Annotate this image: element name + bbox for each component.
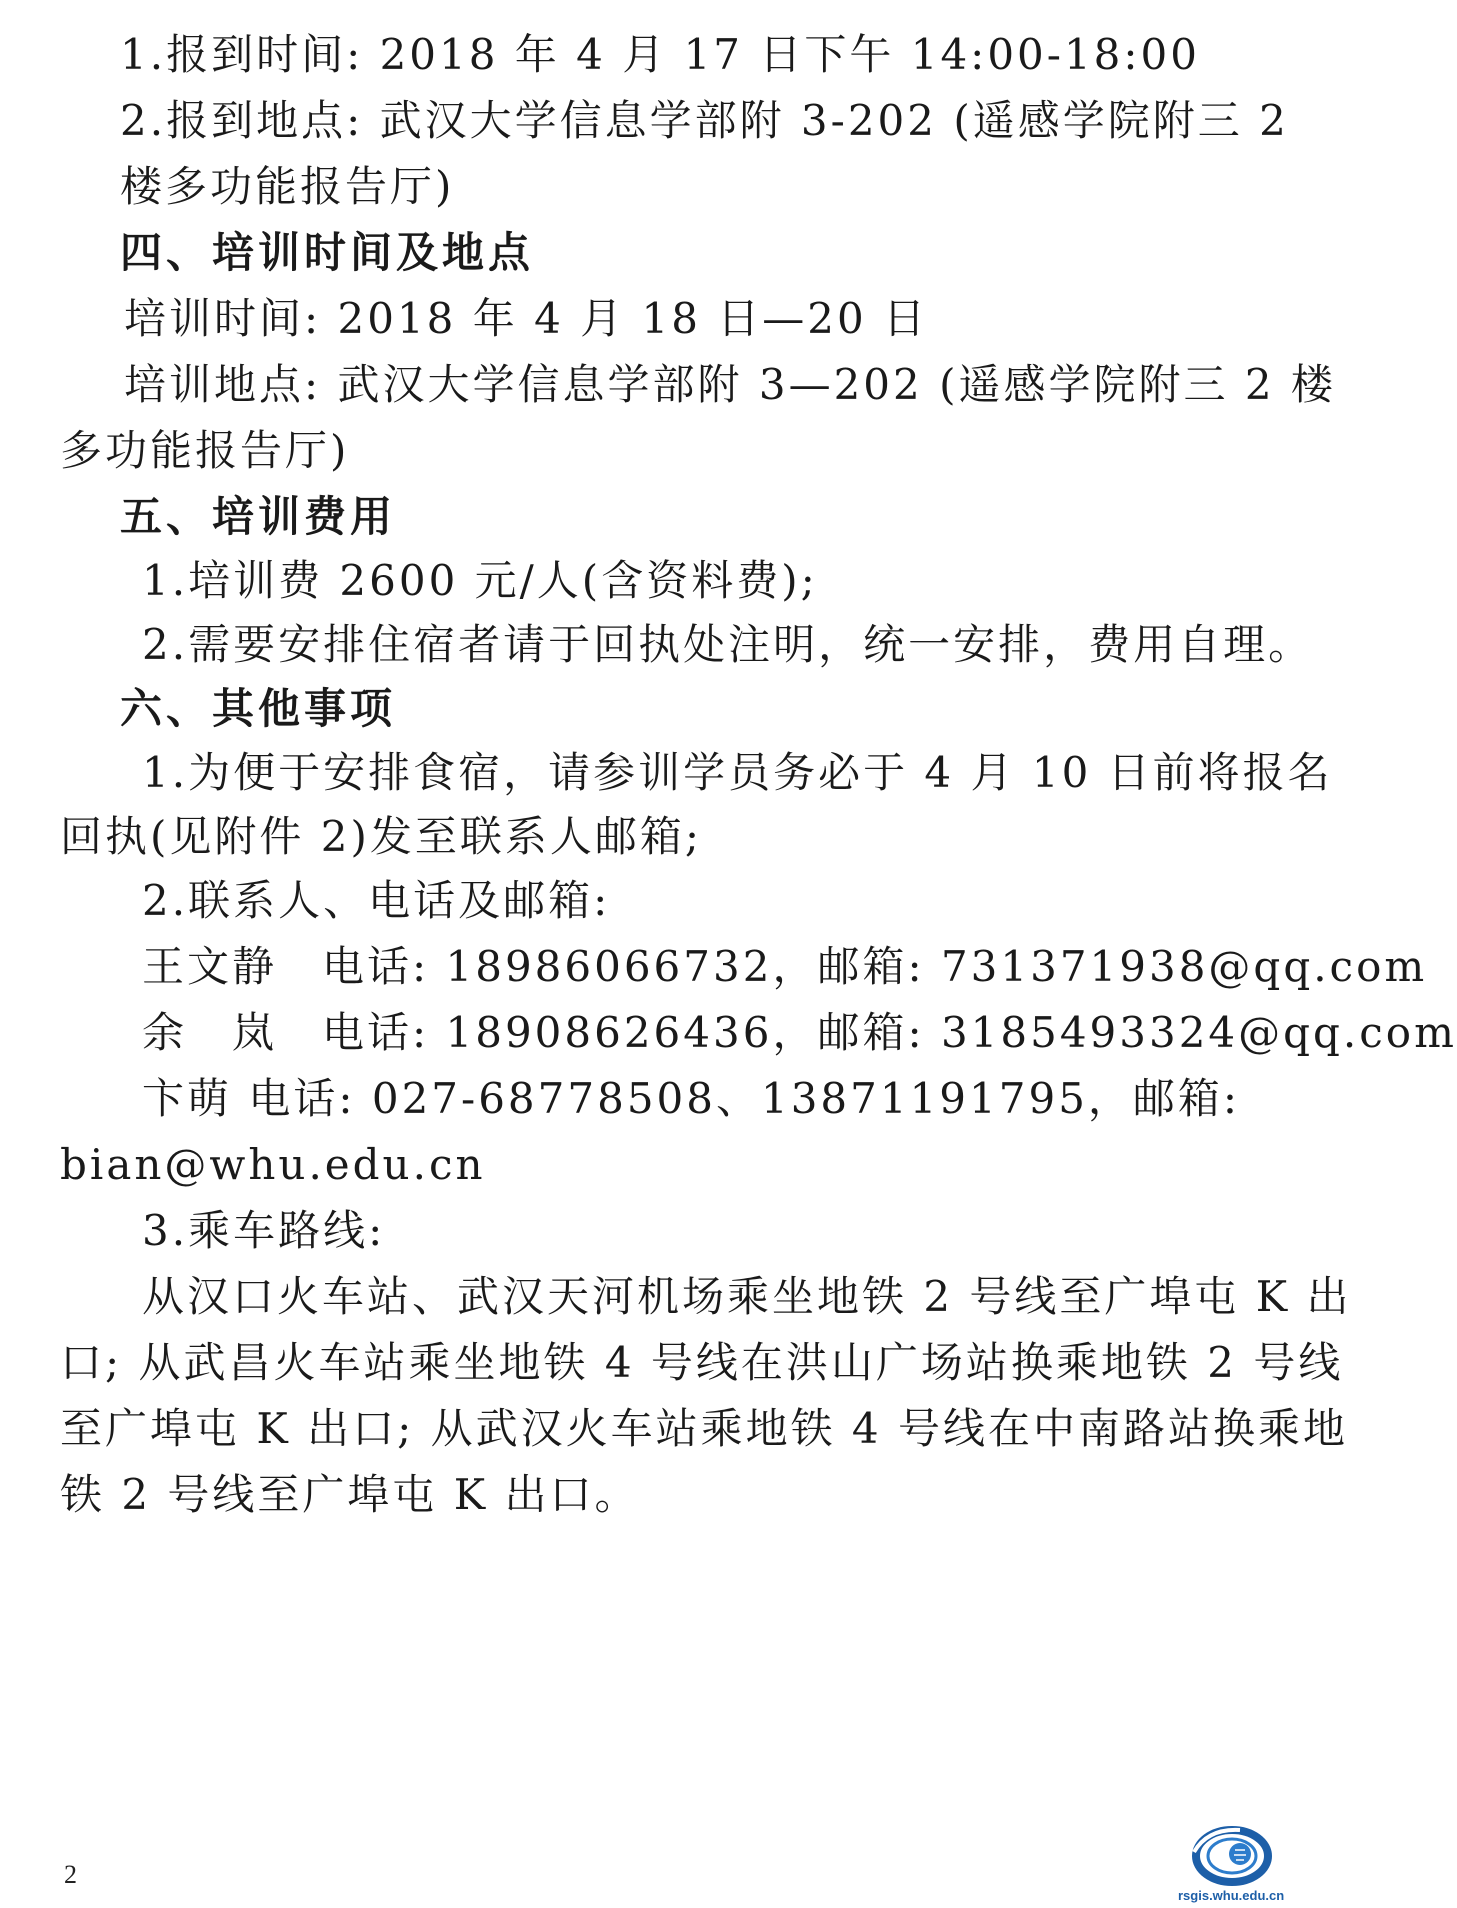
section-heading-training-time-location: 四、培训时间及地点	[120, 228, 535, 277]
rsgis-logo	[1178, 1822, 1285, 1906]
contact-bian-meng-email: bian@whu.edu.cn	[60, 1140, 486, 1189]
transport-route-line-3: 至广埠屯 K 出口; 从武汉火车站乘地铁 4 号线在中南路站换乘地	[60, 1404, 1349, 1453]
transport-heading-line: 3.乘车路线:	[142, 1206, 386, 1255]
accommodation-line: 2.需要安排住宿者请于回执处注明，统一安排，费用自理。	[142, 620, 1314, 669]
section-heading-training-fees: 五、培训费用	[120, 492, 397, 541]
contacts-heading-line: 2.联系人、电话及邮箱:	[142, 876, 611, 925]
contact-yu-lan: 余 岚 电话: 18908626436，邮箱: 3185493324@qq.com	[142, 1008, 1457, 1057]
globe-logo-icon	[1188, 1822, 1272, 1886]
contact-wang-wenjing: 王文静 电话: 18986066732，邮箱: 731371938@qq.com	[142, 942, 1428, 991]
training-location-line: 培训地点: 武汉大学信息学部附 3—202 (遥感学院附三 2 楼	[124, 360, 1336, 409]
transport-route-line-1: 从汉口火车站、武汉天河机场乘坐地铁 2 号线至广埠屯 K 出	[142, 1272, 1352, 1321]
registration-location-line-continued: 楼多功能报告厅)	[120, 162, 455, 211]
training-location-line-continued: 多功能报告厅)	[60, 426, 350, 475]
registration-deadline-line: 1.为便于安排食宿，请参训学员务必于 4 月 10 日前将报名	[142, 748, 1333, 797]
contact-bian-meng: 卞萌 电话: 027-68778508、13871191795，邮箱:	[142, 1074, 1241, 1123]
training-fee-line: 1.培训费 2600 元/人(含资料费);	[142, 556, 818, 605]
transport-route-line-2: 口; 从武昌火车站乘坐地铁 4 号线在洪山广场站换乘地铁 2 号线	[60, 1338, 1344, 1387]
training-time-line: 培训时间: 2018 年 4 月 18 日—20 日	[124, 294, 929, 343]
registration-location-line: 2.报到地点: 武汉大学信息学部附 3-202 (遥感学院附三 2	[120, 96, 1289, 145]
registration-deadline-line-continued: 回执(见附件 2)发至联系人邮箱;	[60, 812, 702, 861]
registration-time-line: 1.报到时间: 2018 年 4 月 17 日下午 14:00-18:00	[120, 30, 1200, 79]
section-heading-other-matters: 六、其他事项	[120, 684, 397, 733]
page-number: 2	[64, 1860, 77, 1889]
logo-url-text: rsgis.whu.edu.cn	[1178, 1888, 1285, 1903]
transport-route-line-4: 铁 2 号线至广埠屯 K 出口。	[60, 1470, 640, 1519]
